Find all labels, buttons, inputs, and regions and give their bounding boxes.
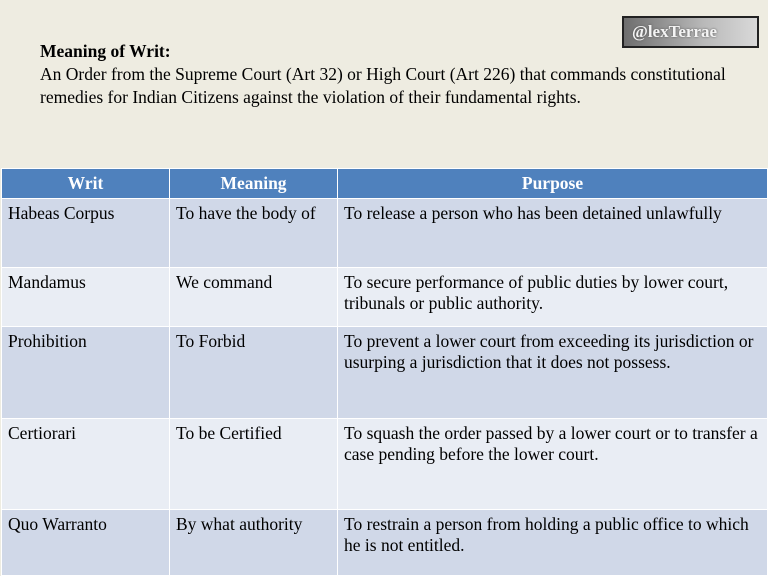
purpose-cell: To release a person who has been detained unlawfully (338, 199, 768, 268)
purpose-cell: To prevent a lower court from exceeding its jurisdiction or usurping a jurisdiction that it does not possess. (338, 327, 768, 419)
purpose-cell: To secure performance of public duties by lower court, tribunals or public authority. (338, 268, 768, 327)
writs-table (1, 168, 768, 576)
meaning-cell: To be Certified (170, 419, 338, 510)
meaning-cell: To have the body of (170, 199, 338, 268)
purpose-cell: To squash the order passed by a lower court or to transfer a case pending before the lower court. (338, 419, 768, 510)
intro-body: An Order from the Supreme Court (Art 32) or High Court (Art 226) that commands constitutional remedies for Indian Citizens against the violation of their fundamental rights. (40, 64, 726, 107)
meaning-cell: We command (170, 268, 338, 327)
column-header-meaning: Meaning (170, 169, 338, 199)
table-row (2, 510, 768, 576)
table-row (2, 327, 768, 419)
watermark-logo: @lexTerrae (622, 16, 759, 48)
table-row (2, 419, 768, 510)
intro-heading: Meaning of Writ: (40, 41, 171, 61)
table-row (2, 268, 768, 327)
table-header-row (2, 169, 768, 199)
purpose-cell: To restrain a person from holding a public office to which he is not entitled. (338, 510, 768, 576)
writ-cell: Mandamus (2, 268, 170, 327)
writ-cell: Habeas Corpus (2, 199, 170, 268)
meaning-cell: To Forbid (170, 327, 338, 419)
writ-cell: Quo Warranto (2, 510, 170, 576)
writ-cell: Certiorari (2, 419, 170, 510)
column-header-writ: Writ (2, 169, 170, 199)
writ-cell: Prohibition (2, 327, 170, 419)
column-header-purpose: Purpose (338, 169, 768, 199)
intro-section (40, 40, 740, 109)
table-row (2, 199, 768, 268)
meaning-cell: By what authority (170, 510, 338, 576)
